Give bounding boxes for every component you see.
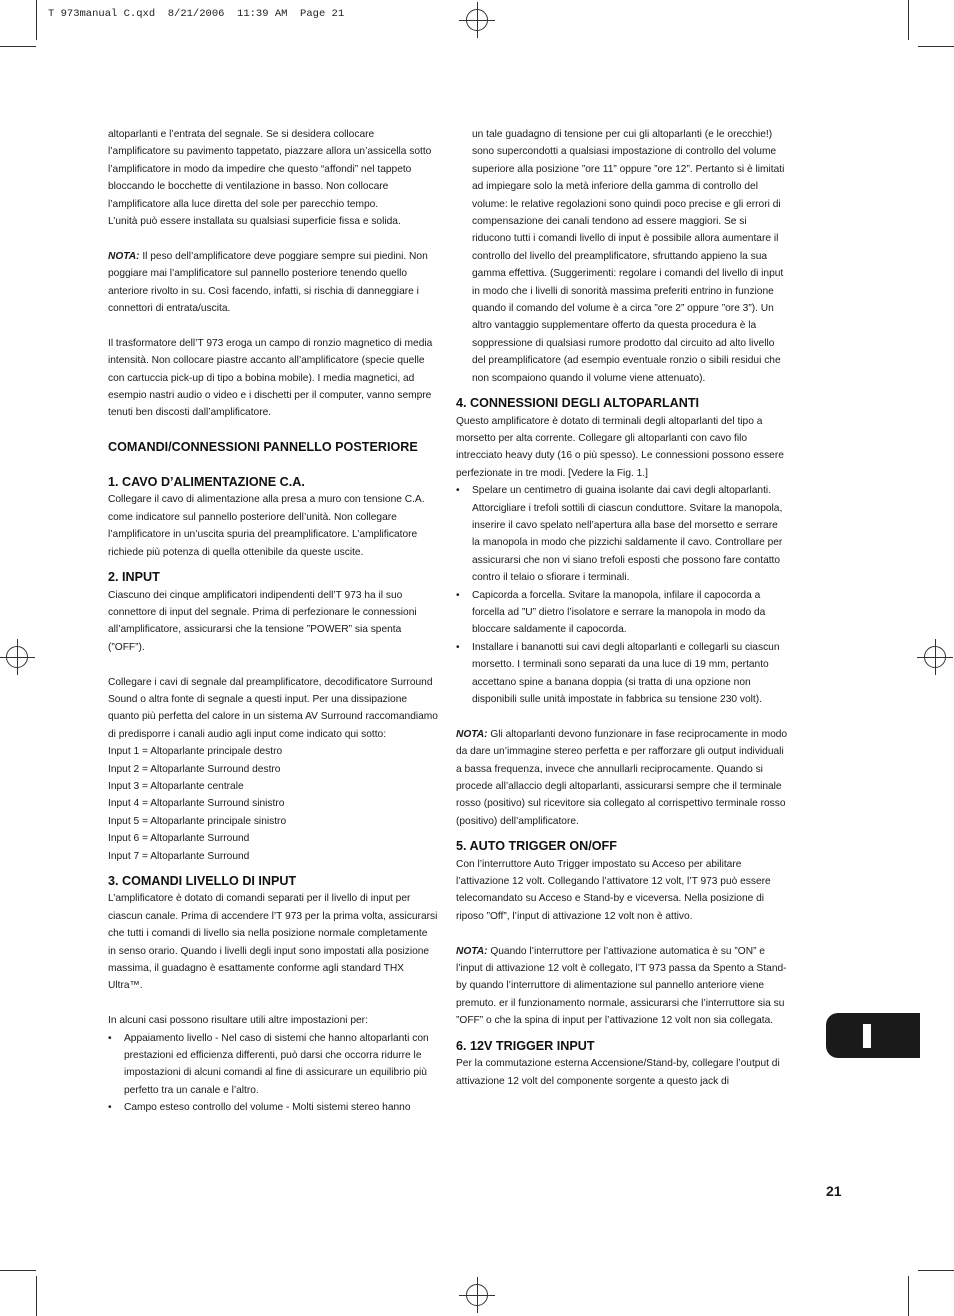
bullet-item: • Installare i bananotti sui cavi degli altoparlanti e collegarli su ciascun morsetto. I terminali sono separati da una luce di 19 mm, pertanto accettano spine a banana doppia (si tratta di una opzione non disponibili sulle unità impostate in fabbrica su tensione 230 volt). [456, 639, 788, 709]
note-paragraph [456, 943, 788, 1030]
registration-mark-right [924, 646, 946, 668]
paragraph: Con l’interruttore Auto Trigger impostato su Acceso per abilitare l’attivazione 12 volt. Collegando l’attivatore 12 volt, l’T 973 può essere telecomandato su Acceso e Stand-by e viceversa. Nella posizione di riposo ”Off”, l’input di attivazione 12 volt non è attivo. [456, 858, 771, 922]
page-number: 21 [826, 1183, 842, 1199]
section-heading: 3. COMANDI LIVELLO DI INPUT [108, 873, 297, 888]
printer-slug: T 973manual C.qxd 8/21/2006 11:39 AM Page 21 [48, 8, 345, 20]
crop-mark [918, 46, 954, 47]
note-text: Gli altoparlanti devono funzionare in fase reciprocamente in modo da dare un’immagine stereo perfetta e per rafforzare gli output individuali a bassa frequenza, invece che annullarli reciprocamente. Quando si procede all’allaccio degli altoparlanti, assicurarsi sempre che il terminale rosso (positivo) sul ricevitore sia collegato al corrispettivo terminale rosso (positivo) dell’amplificatore. [456, 728, 788, 827]
note-label: NOTA: [108, 250, 140, 262]
input-mapping-item: Input 5 = Altoparlante principale sinistro [108, 815, 287, 827]
bullet-item: • Spelare un centimetro di guaina isolante dai cavi degli altoparlanti. Attorcigliare i trefoli sottili di ciascun conduttore. Svitare la manopola, inserire il cavo spelato nell’apertura alla base del morsetto e serrare la manopola in modo che pizzichi saldamente il cavo. Controllare per assicurarsi che non vi siano trefoli esposti che possono fare contatto contro il telaio o sfiorare i terminali. [456, 482, 788, 586]
paragraph: In alcuni casi possono risultare utili altre impostazioni per: [108, 1015, 368, 1027]
input-mapping-item: Input 6 = Altoparlante Surround [108, 833, 250, 845]
paragraph: L’unità può essere installata su qualsiasi superficie fissa e solida. [108, 216, 401, 228]
section-heading: 2. INPUT [108, 570, 160, 585]
section-heading: 4. CONNESSIONI DEGLI ALTOPARLANTI [456, 396, 700, 411]
registration-mark-left [6, 646, 28, 668]
paragraph: Ciascuno dei cinque amplificatori indipendenti dell’T 973 ha il suo connettore di input del segnale. Prima di perfezionare le connessioni all’amplificatore, assicurarsi che la tensione ”POWER” sia spenta (”OFF”). [108, 589, 417, 653]
input-mapping-item: Input 4 = Altoparlante Surround sinistro [108, 798, 285, 810]
input-mapping-item: Input 7 = Altoparlante Surround [108, 850, 250, 862]
paragraph: Collegare i cavi di segnale dal preamplificatore, decodificatore Surround Sound o altra fonte di segnale a questi input. Per una dissipazione quanto più perfetta del calore in un sistema AV Surround raccomandiamo di predisporre i canali audio agli input come indicato qui sotto: [108, 676, 438, 740]
crop-mark [36, 0, 37, 40]
paragraph: Per la commutazione esterna Accensione/Stand-by, collegare l’output di attivazione 12 volt del componente sorgente a questo jack di [456, 1058, 780, 1087]
paragraph: Collegare il cavo di alimentazione alla presa a muro con tensione C.A. come indicatore sul pannello posteriore dell’unità. Non collegare l’amplificatore in un’uscita spuria del preamplificatore. L’amplificatore richiede più potenza di quella ottenibile da queste uscite. [108, 494, 425, 558]
paragraph: Il trasformatore dell’T 973 eroga un campo di ronzio magnetico di media intensità. Non collocare piastre accanto all’amplificatore (specie quelle con cartuccia pick-up di tipo a bobina mobile). I media magnetici, ad esempio nastri audio o video e i dischetti per il computer, vanno sempre tenuti ben discosti dall’amplificatore. [108, 337, 433, 419]
bullet-item: • Capicorda a forcella. Svitare la manopola, infilare il capocorda a forcella ad ”U” dietro l’isolatore e serrare la manopola in modo da bloccare saldamente il capocorda. [456, 587, 788, 639]
bullet-item: • Appaiamento livello - Nel caso di sistemi che hanno altoparlanti con prestazioni ed efficienza differenti, può darsi che occorra ridurre le impostazioni di alcuni comandi al fine di assicurare un equilibrio più perfetto tra un canale e l’altro. [108, 1030, 438, 1100]
input-mapping-item: Input 2 = Altoparlante Surround destro [108, 763, 281, 775]
right-column [456, 126, 788, 1090]
bullet-list [456, 482, 788, 708]
note-paragraph [108, 248, 438, 318]
paragraph-continued: un tale guadagno di tensione per cui gli altoparlanti (e le orecchie!) sono supercondotti a qualsiasi impostazione di controllo del volume superiore alla posizione ”ore 11” oppure ”ore 12”. Pertanto si è limitati ad impiegare solo la metà inferiore della gamma di controllo del volume: le relative regolazioni sono quindi poco precise e gli errori di compensazione dei canali tendono ad essere maggiori. Se si riducono tutti i comandi livello di input è possibile allora aumentare il controllo del livello del preamplificatore, sfruttando appieno la sua gamma effettiva. (Suggerimenti: regolare i comandi del livello di input in modo che i livelli di sonorità massima preferiti entrino in funzione quando il comando del volume è a circa ”ore 2” oppure ”ore 3”). Un altro vantaggio supplementare offerto da questa procedura è la soppressione di qualsiasi rumore prodotto dal circuito ad alto livello del preamplificatore (ad esempio eventuale ronzio o sibili residui che non scompaiono quando il volume viene attenuato). [472, 129, 785, 384]
crop-mark [36, 1276, 37, 1316]
crop-mark [908, 1276, 909, 1316]
paragraph: altoparlanti e l’entrata del segnale. Se si desidera collocare l’amplificatore su pavimento tappetato, piazzare allora un’assicella sotto l’amplificatore in modo da impedire che questo “affondi” nel tappeto bloccando le bocchette di ventilazione in basso. Non collocare l’amplificatore alla luce diretta del sole per parecchio tempo. [108, 129, 432, 210]
section-heading: 6. 12V TRIGGER INPUT [456, 1038, 595, 1053]
note-text: Il peso dell’amplificatore deve poggiare sempre sui piedini. Non poggiare mai l’amplificatore sul pannello posteriore tenendo quello anteriore rivolto in su. Così facendo, infatti, si rischia di danneggiare i connettori di entrata/uscita. [108, 250, 428, 315]
paragraph: Questo amplificatore è dotato di terminali degli altoparlanti del tipo a morsetto per alta corrente. Collegare gli altoparlanti con cavo filo intrecciato heavy duty (16 o più spesso). Le connessioni possono essere perfezionate in tre modi. [Vedere la Fig. 1.] [456, 415, 784, 479]
crop-mark [918, 1270, 954, 1271]
note-label: NOTA: [456, 945, 488, 957]
crop-mark [0, 46, 36, 47]
paragraph: L’amplificatore è dotato di comandi separati per il livello di input per ciascun canale. Prima di accendere l’T 973 per la prima volta, assicurarsi che tutti i comandi di livello sia nella posizione normale completamente in senso orario. Quando i livelli degli input sono impostati alla posizione massima, il guadagno è esattamente conforme agli standard THX Ultra™. [108, 893, 438, 992]
input-mapping-item: Input 3 = Altoparlante centrale [108, 780, 244, 792]
left-column [108, 126, 438, 1117]
bullet-item: • Campo esteso controllo del volume - Molti sistemi stereo hanno [108, 1099, 438, 1116]
bullet-list [108, 1030, 438, 1117]
registration-mark-bottom [466, 1284, 488, 1306]
note-text: Quando l’interruttore per l’attivazione automatica è su ”ON” e l’input di attivazione 12 volt è collegato, l’T 973 passa da Spento a Stand-by quando l’interruttore di alimentazione sul pannello anteriore viene premuto. er il funzionamento normale, assicurarsi che l’interruttore sia su ”OFF” o che la spina di input per l’attivazione 12 volt non sia collegata. [456, 945, 787, 1027]
note-label: NOTA: [456, 728, 488, 740]
crop-mark [908, 0, 909, 40]
section-heading: 5. AUTO TRIGGER ON/OFF [456, 839, 617, 854]
section-heading: 1. CAVO D’ALIMENTAZIONE C.A. [108, 475, 305, 490]
input-mapping-item: Input 1 = Altoparlante principale destro [108, 746, 283, 758]
note-paragraph [456, 726, 788, 830]
registration-mark-top [466, 9, 488, 31]
language-section-tab-letter [863, 1024, 871, 1048]
section-heading: COMANDI/CONNESSIONI PANNELLO POSTERIORE [108, 440, 418, 455]
crop-mark [0, 1270, 36, 1271]
language-section-tab [826, 1013, 920, 1058]
